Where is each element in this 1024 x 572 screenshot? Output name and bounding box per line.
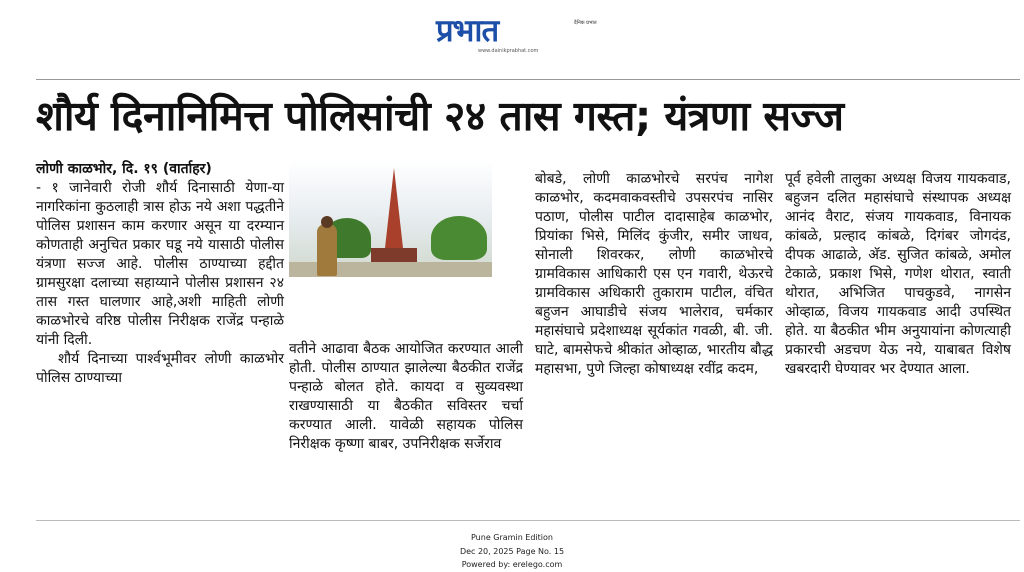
- article-dateline: लोणी काळभोर, दि. १९ (वार्ताहर): [36, 161, 212, 177]
- memorial-pillar: [385, 168, 403, 248]
- article-headline: शौर्य दिनानिमित्त पोलिसांची २४ तास गस्त; यंत्रणा सज्ज: [36, 92, 844, 140]
- newspaper-logo: [436, 12, 611, 52]
- article-column-1: [36, 160, 284, 388]
- article-paragraph: बोबडे, लोणी काळभोरचे सरपंच नागेश काळभोर, कदमवाकवस्तीचे उपसरपंच नासिर पठाण, पोलीस पाटील दादासाहेब काळभोर, प्रियांका भिसे, मिलिंद कुंजीर, समीर जाधव, सोनाली शिवरकर, लोणी काळभोरचे ग्रामविकास आधिकारी एस एन गवारी, थेऊरचे ग्रामविकास अधिकारी तुकाराम पाटील, वंचित बहुजन आघाडीचे संजय भालेराव, चर्मकार महासंघाचे प्रदेशाध्यक्ष सूर्यकांत गवळी, बी. जी. घाटे, बामसेफचे श्रीकांत ओव्हाळ, भारतीय बौद्ध महासभा, पुणे जिल्हा कोषाध्यक्ष रवींद्र कदम,: [535, 171, 773, 377]
- header-divider: [36, 79, 1020, 80]
- article-column-4: [785, 170, 1011, 379]
- logo-url: www.dainikprabhat.com: [478, 48, 539, 54]
- article-column-3: [535, 170, 773, 379]
- powered-by-label: Powered by: erelego.com: [461, 560, 563, 569]
- article-paragraph: - १ जानेवारी रोजी शौर्य दिनासाठी येणा-या नागरिकांना कुठलाही त्रास होऊ नये अशा पद्धतीने पोलिस प्रशासन काम करणार असून या दरम्यान कोणताही अनुचित प्रकार घडू नये यासाठी पोलीस यंत्रणा सज्ज आहे. पोलीस ठाण्याच्या हद्दीत ग्रामसुरक्षा दलाच्या सहाय्याने पोलीस प्रशासन २४ तास गस्त घालणार आहे,अशी माहिती लोणी काळभोरचे वरिष्ठ पोलीस निरीक्षक राजेंद्र पन्हाळे यांनी दिली.: [36, 180, 284, 348]
- logo-tagline: दैनिक प्रभात: [574, 20, 597, 26]
- footer-divider: [36, 520, 1020, 521]
- logo-text: प्रभात: [436, 13, 499, 49]
- article-paragraph: शौर्य दिनाच्या पार्श्वभूमीवर लोणी काळभोर पोलिस ठाण्याच्या: [36, 351, 284, 386]
- article-photo: [289, 160, 492, 277]
- edition-label: Pune Gramin Edition: [471, 533, 553, 542]
- article-column-2: [289, 340, 523, 454]
- date-page-label: Dec 20, 2025 Page No. 15: [459, 547, 565, 556]
- article-paragraph: वतीने आढावा बैठक आयोजित करण्यात आली होती. पोलीस ठाण्यात झालेल्या बैठकीत राजेंद्र पन्हाळे बोलत होते. कायदा व सुव्यवस्था राखण्यासाठी या बैठकीत सविस्तर चर्चा करण्यात आली. यावेळी सहायक पोलिस निरीक्षक कृष्णा बाबर, उपनिरीक्षक सर्जेराव: [289, 341, 523, 452]
- article-paragraph: पूर्व हवेली तालुका अध्यक्ष विजय गायकवाड, बहुजन दलित महासंघाचे संस्थापक अध्यक्ष आनंद वैराट, संजय गायकवाड, विनायक कांबळे, प्रल्हाद कांबळे, दिगंबर जोगदंड, दीपक आढाळे, अ‍ॅड. सुजित कांबळे, अमोल टेकाळे, प्रकाश भिसे, गणेश थोरात, स्वाती थोरात, अभिजित पाचकुडवे, नागसेन ओव्हाळ, विजय गायकवाड आदी उपस्थित होते. या बैठकीत भीम अनुयायांना कोणत्याही प्रकारची अडचण येऊ नये, याबाबत विशेष खबरदारी घेण्यावर भर देण्यात आला.: [785, 171, 1011, 377]
- police-officer: [317, 224, 337, 276]
